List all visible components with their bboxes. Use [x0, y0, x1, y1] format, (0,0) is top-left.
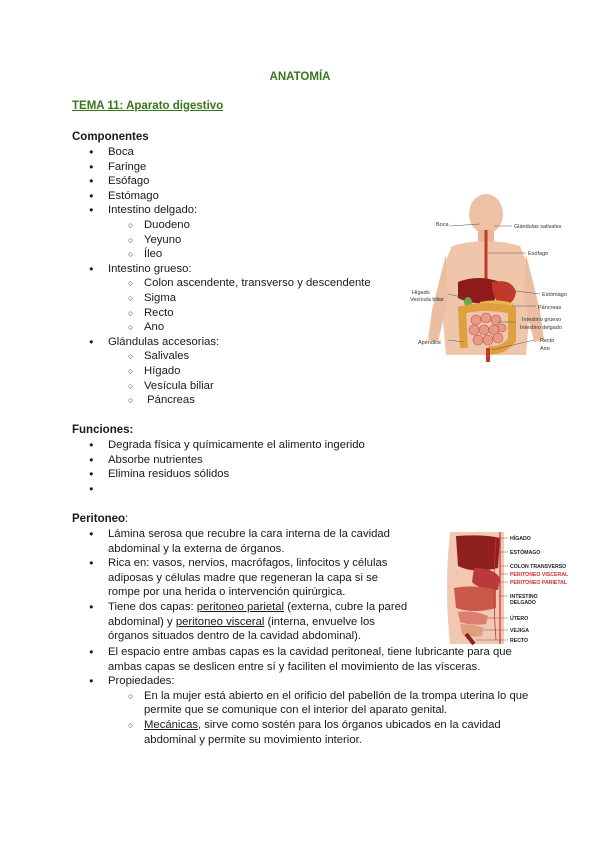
- list-item: ● Lámina serosa que recubre la cara interna de la cavidad abdominal y la externa de órganos.: [72, 527, 412, 556]
- text-run: , sirve como sostén para los órganos ubicados en la cavidad abdominal y permite su movimiento interior.: [144, 718, 501, 746]
- sub-list-item: ○ Páncreas: [108, 393, 532, 408]
- term-visceral: peritoneo visceral: [175, 615, 265, 628]
- label-vejiga: VEJIGA: [510, 628, 530, 634]
- list-item-label: Glándulas accesorias:: [108, 335, 220, 348]
- peritoneo-heading: [72, 513, 128, 525]
- label-apendice: Apéndice: [418, 340, 441, 346]
- sub-list-item: ○ Íleo: [108, 247, 532, 262]
- sub-list-item: ○ Sigma: [108, 291, 532, 306]
- label-intestino: INTESTINO: [510, 594, 538, 600]
- label-colon: COLON TRANSVERSO: [510, 564, 567, 570]
- sub-list-item: ○ En la mujer está abierto en el orificio del pabellón de la trompa uterina lo que permite que se comunique con el interior del aparato genital.: [108, 689, 542, 718]
- list-item: ● Degrada física y químicamente el alimento ingerido: [72, 438, 532, 453]
- list-item: [72, 174, 532, 189]
- sub-list-item: ○ Hígado: [108, 364, 532, 379]
- list-item-label: Intestino delgado:: [108, 204, 198, 217]
- label-int-delgado: Intestino delgado: [520, 325, 562, 331]
- label-visceral: PERITONEO VISCERAL: [510, 572, 569, 578]
- list-item-label: Estómago: [108, 189, 159, 202]
- label-ano: Ano: [540, 346, 550, 352]
- list-item: ● Absorbe nutrientes: [72, 453, 532, 468]
- term-mecanicas: Mecánicas: [144, 718, 198, 731]
- label-estomago: ESTÓMAGO: [510, 550, 541, 556]
- small-intestine: [469, 313, 506, 345]
- list-item: ● Rica en: vasos, nervios, macrófagos, linfocitos y células adiposas y células madre que regeneran la capa si se rompe por una herida o intervención quirúrgica.: [72, 556, 412, 600]
- digestive-system-figure: [408, 190, 578, 380]
- label-pancreas: Páncreas: [538, 305, 562, 311]
- componentes-heading: Componentes: [72, 131, 149, 143]
- label-higado: HÍGADO: [510, 536, 531, 542]
- list-item: [72, 674, 542, 747]
- list-item: [72, 145, 532, 160]
- sub-list-item: ○ Salivales: [108, 349, 532, 364]
- peritoneo-list-b: [72, 645, 542, 747]
- label-delgado: DELGADO: [510, 600, 536, 606]
- label-recto: RECTO: [510, 638, 529, 644]
- list-item-label: Faringe: [108, 160, 147, 173]
- label-esofago: Esófago: [528, 251, 549, 257]
- sub-list-item: [108, 718, 542, 747]
- label-vesicula: Vesícula biliar: [410, 297, 444, 303]
- page-title: ANATOMÍA: [269, 71, 331, 83]
- term-parietal: peritoneo parietal: [196, 600, 285, 613]
- list-item-label: Propiedades:: [108, 675, 175, 688]
- peritoneo-list-a: [72, 527, 412, 644]
- sub-list-item: ○ Recto: [108, 306, 532, 321]
- list-item: ● El espacio entre ambas capas es la cavidad peritoneal, tiene lubricante para que ambas capas se deslicen entre sí y faciliten el movimiento de las vísceras.: [72, 645, 542, 674]
- list-item: [72, 160, 532, 175]
- sub-list-item: ○ Colon ascendente, transverso y descendente: [108, 276, 532, 291]
- list-item: [72, 600, 412, 644]
- label-recto: Recto: [540, 338, 555, 344]
- sub-list-item: ○ Vesícula biliar: [108, 379, 532, 394]
- list-item-label: Intestino grueso:: [108, 262, 192, 275]
- sub-list: [108, 689, 542, 747]
- peritoneo-heading-text: Peritoneo: [72, 513, 126, 525]
- list-item-label: Esófago: [108, 175, 150, 188]
- text-run: (interna, envuelve los órganos situados dentro de la cavidad abdominal).: [108, 615, 375, 643]
- funciones-heading: Funciones:: [72, 424, 134, 436]
- label-utero: ÚTERO: [510, 616, 529, 622]
- sub-list-item: ○ Duodeno: [108, 218, 532, 233]
- peritoneo-heading-colon: :: [125, 513, 129, 525]
- label-higado: Hígado: [412, 290, 430, 296]
- sub-list-item: ○ Ano: [108, 320, 532, 335]
- topic-heading: TEMA 11: Aparato digestivo: [72, 100, 224, 112]
- peritoneum-section: [447, 532, 504, 644]
- sub-list-item: ○ Yeyuno: [108, 233, 532, 248]
- label-boca: Boca: [436, 222, 449, 228]
- peritoneum-figure: [444, 528, 578, 648]
- list-item: [72, 482, 532, 497]
- list-item: ● Elimina residuos sólidos: [72, 467, 532, 482]
- funciones-list: [72, 438, 532, 496]
- label-estomago: Estómago: [542, 292, 567, 298]
- text-run: (externa, cubre la pared abdominal) y: [108, 600, 408, 628]
- label-parietal: PERITONEO PARIETAL: [510, 580, 568, 586]
- label-int-grueso: Intestino grueso: [522, 317, 562, 323]
- list-item-label: Boca: [108, 146, 134, 158]
- text-run: Tiene dos capas:: [108, 600, 197, 613]
- label-glandulas: Glándulas salivales: [514, 224, 562, 230]
